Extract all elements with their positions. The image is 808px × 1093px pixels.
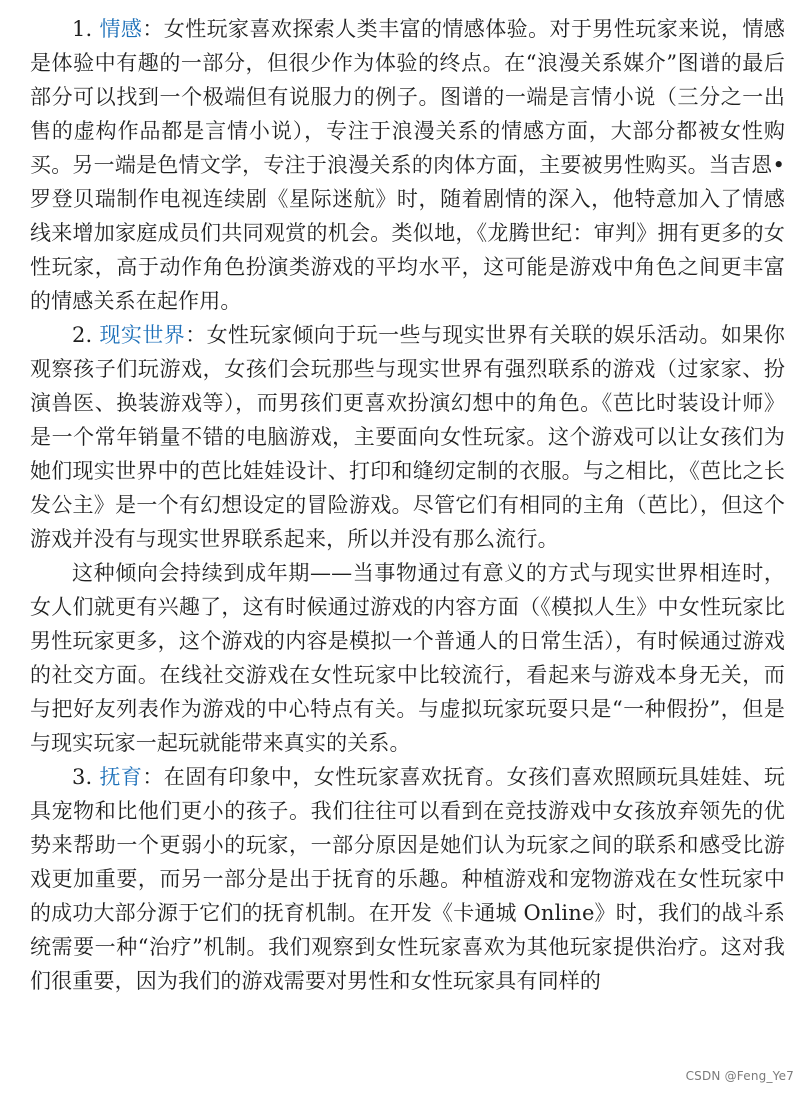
- paragraph-text: ：在固有印象中，女性玩家喜欢抚育。女孩们喜欢照顾玩具娃娃、玩具宠物和比他们更小的孩子。我们往往可以看到在竞技游戏中女孩放弃领先的优势来帮助一个更弱小的玩家，一部分原因是她们认为玩家之间的联系和感受比游戏更加重要，而另一部分是出于抚育的乐趣。种植游戏和宠物游戏在女性玩家中的成功大部分源于它们的抚育机制。在开发《卡通城 Online》时，我们的战斗系统需要一种“治疗”机制。我们观察到女性玩家喜欢为其他玩家提供治疗。这对我们很重要，因为我们的游戏需要对男性和女性玩家具有同样的: [30, 765, 785, 993]
- watermark: CSDN @Feng_Ye7: [685, 1069, 794, 1083]
- paragraph-adulthood: [30, 556, 785, 760]
- paragraph-text: ：女性玩家倾向于玩一些与现实世界有关联的娱乐活动。如果你观察孩子们玩游戏，女孩们会玩那些与现实世界有强烈联系的游戏（过家家、扮演兽医、换装游戏等），而男孩们更喜欢扮演幻想中的角色。《芭比时装设计师》是一个常年销量不错的电脑游戏，主要面向女性玩家。这个游戏可以让女孩们为她们现实世界中的芭比娃娃设计、打印和缝纫定制的衣服。与之相比，《芭比之长发公主》是一个有幻想设定的冒险游戏。尽管它们有相同的主角（芭比），但这个游戏并没有与现实世界联系起来，所以并没有那么流行。: [30, 323, 785, 551]
- keyword-real-world: 现实世界: [99, 323, 186, 347]
- paragraph-text: ：女性玩家喜欢探索人类丰富的情感体验。对于男性玩家来说，情感是体验中有趣的一部分，但很少作为体验的终点。在“浪漫关系媒介”图谱的最后部分可以找到一个极端但有说服力的例子。图谱的一端是言情小说（三分之一出售的虚构作品都是言情小说），专注于浪漫关系的情感方面，大部分都被女性购买。另一端是色情文学，专注于浪漫关系的肉体方面，主要被男性购买。当吉恩•罗登贝瑞制作电视连续剧《星际迷航》时，随着剧情的深入，他特意加入了情感线来增加家庭成员们共同观赏的机会。类似地，《龙腾世纪：审判》拥有更多的女性玩家，高于动作角色扮演类游戏的平均水平，这可能是游戏中角色之间更丰富的情感关系在起作用。: [30, 17, 785, 313]
- item-number: 1.: [72, 17, 100, 41]
- item-number: 2.: [72, 323, 100, 347]
- body-text: [30, 12, 785, 998]
- keyword-nurturing: 抚育: [99, 765, 143, 789]
- item-number: 3.: [72, 765, 100, 789]
- keyword-emotion: 情感: [99, 17, 143, 41]
- paragraph-text: 这种倾向会持续到成年期——当事物通过有意义的方式与现实世界相连时，女人们就更有兴趣了，这有时候通过游戏的内容方面（《模拟人生》中女性玩家比男性玩家更多，这个游戏的内容是模拟一个普通人的日常生活），有时候通过游戏的社交方面。在线社交游戏在女性玩家中比较流行，看起来与游戏本身无关，而与把好友列表作为游戏的中心特点有关。与虚拟玩家玩耍只是“一种假扮”，但是与现实玩家一起玩就能带来真实的关系。: [30, 561, 785, 755]
- paragraph-emotion: [30, 12, 785, 318]
- paragraph-real-world: [30, 318, 785, 556]
- paragraph-nurturing: [30, 760, 785, 998]
